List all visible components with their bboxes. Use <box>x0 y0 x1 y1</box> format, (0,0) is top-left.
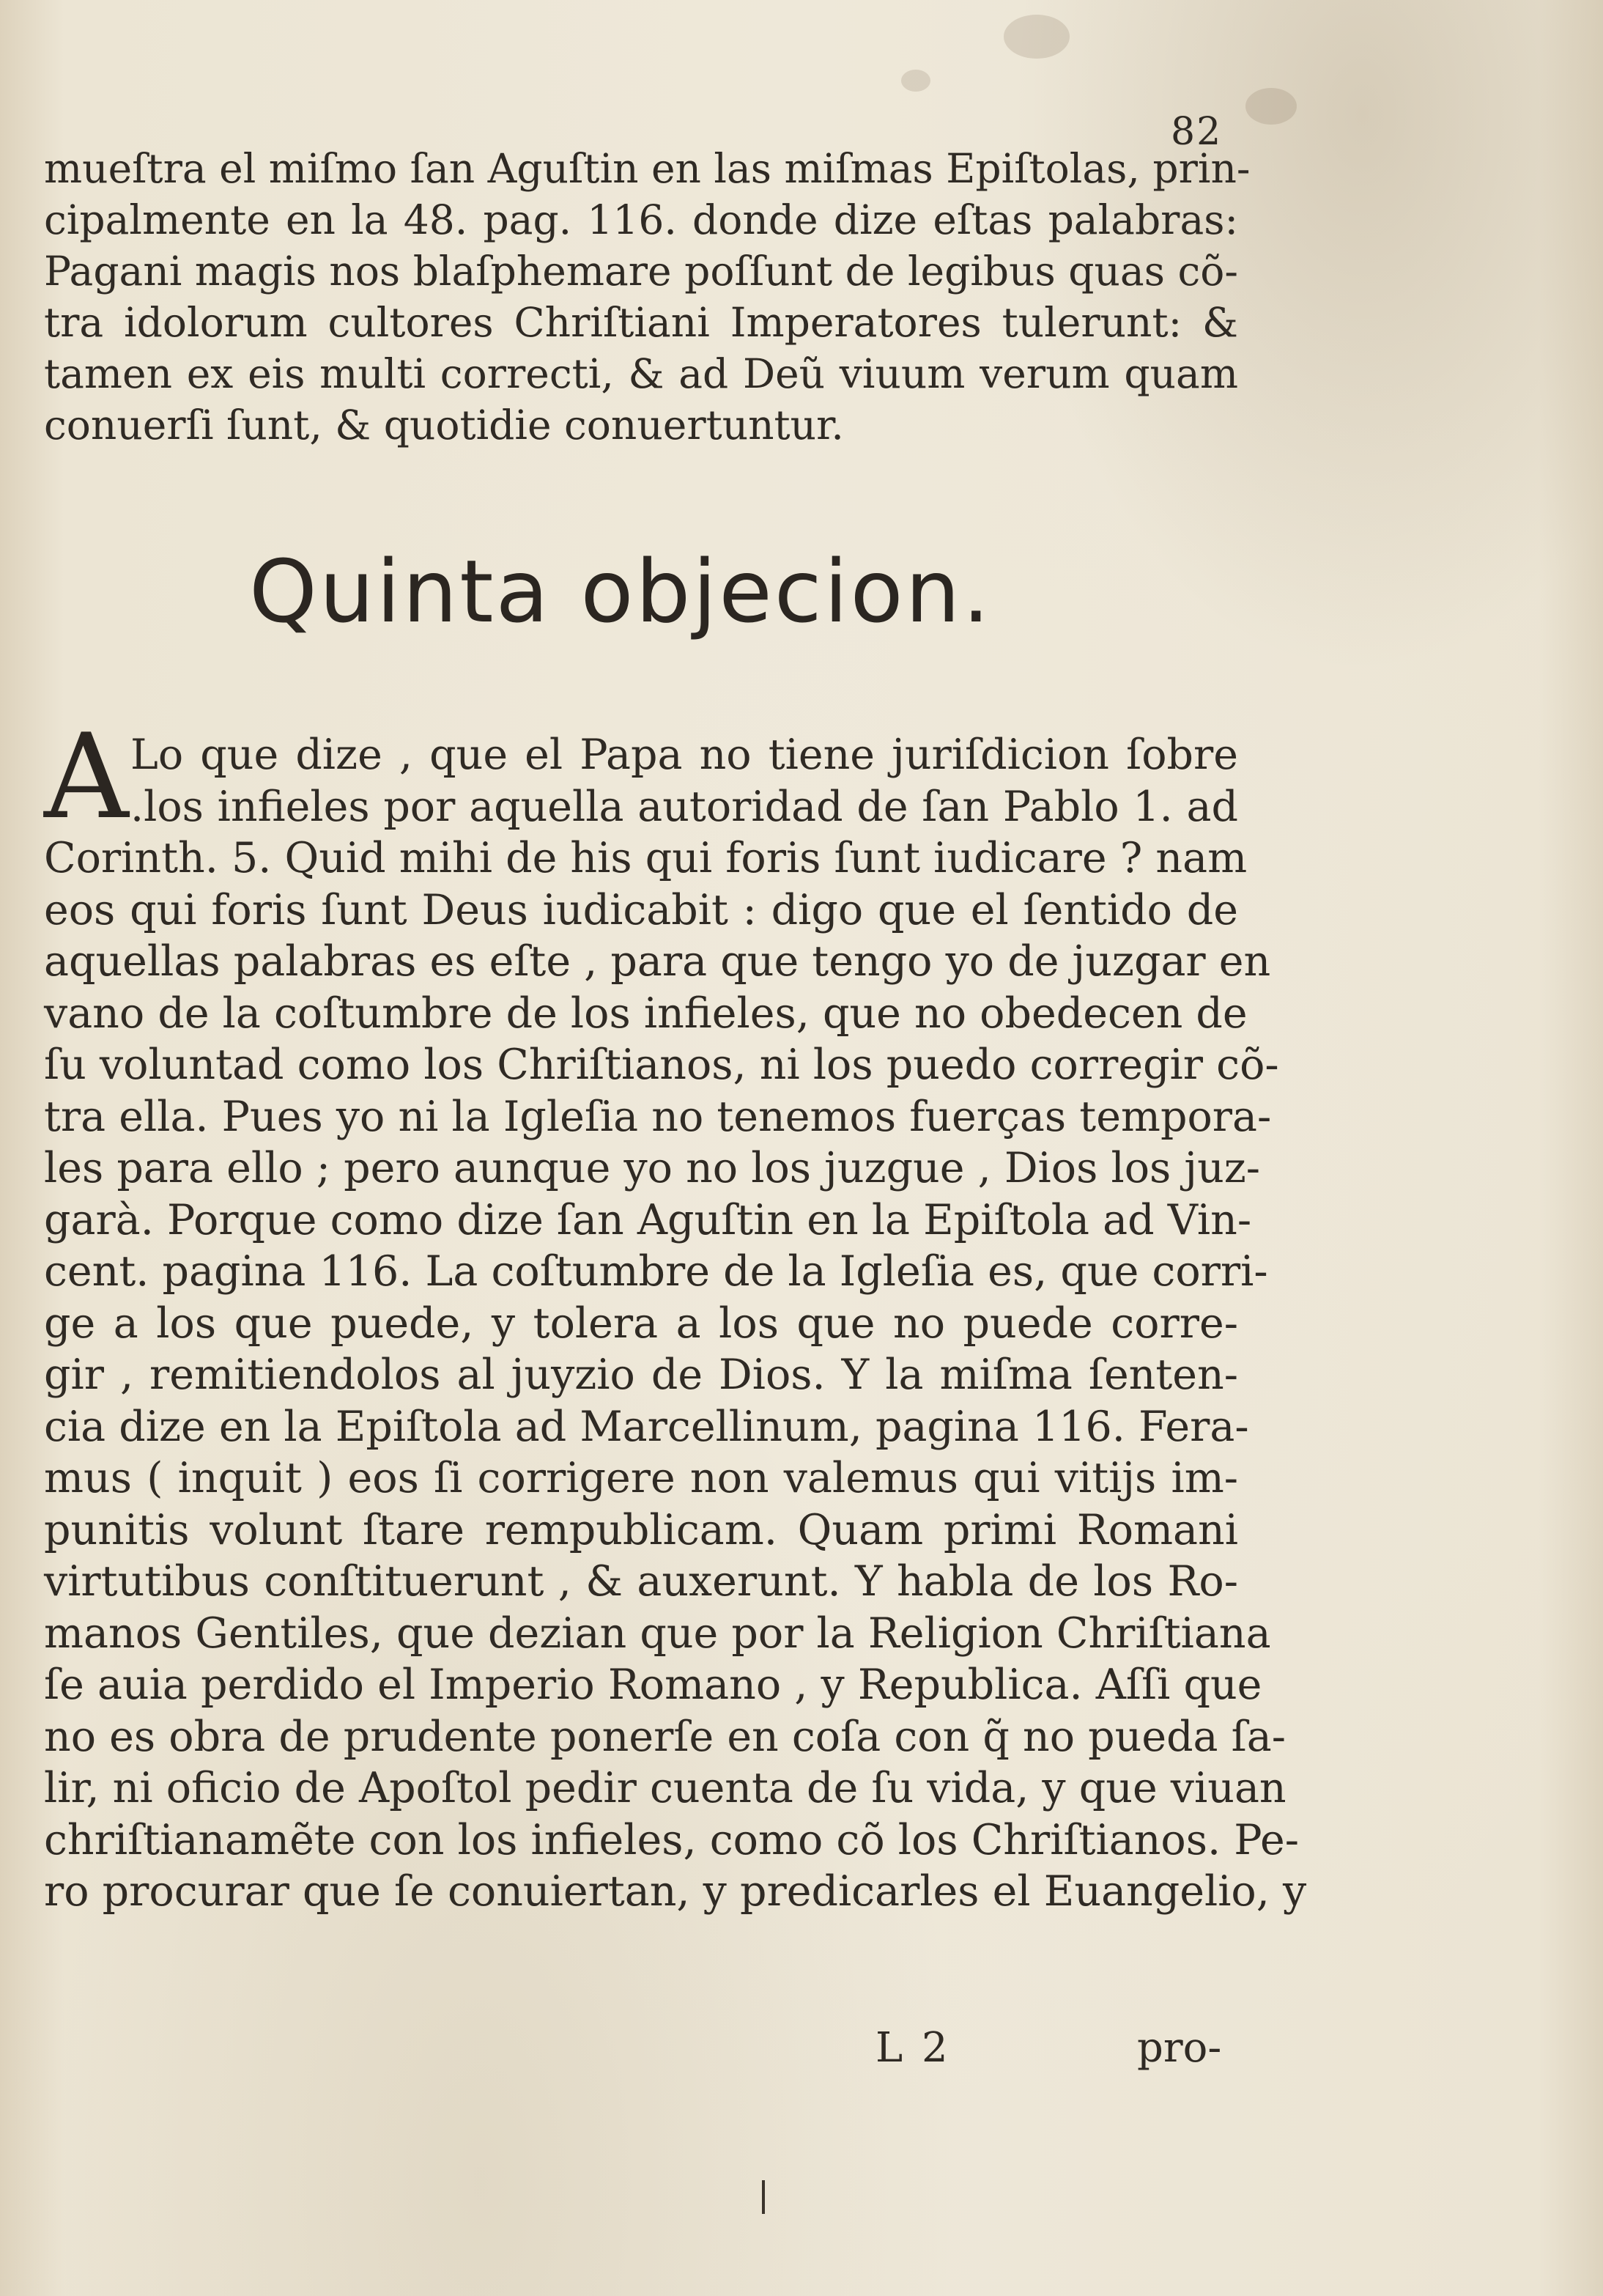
text-line: chriſtianamẽte con los infieles, como cõ los Chriſtianos. Pe- <box>44 1815 1300 1864</box>
previous-paragraph <box>44 143 1251 451</box>
text-line: tra ella. Pues yo ni la Igleſia no tenemos fuerças tempora- <box>44 1092 1272 1141</box>
drop-capital: A <box>44 708 129 845</box>
text-line: mus ( inquit ) eos ſi corrigere non valemus qui vitijs im- <box>44 1454 1238 1502</box>
text-line: Lo que dize , que el Papa no tiene juriſdicion ſobre <box>130 731 1238 779</box>
text-line: cipalmente en la 48. pag. 116. donde dize eſtas palabras: <box>44 196 1238 243</box>
text-line: tamen ex eis multi correcti, & ad Deũ viuum verum quam <box>44 350 1238 397</box>
text-line: ſe auia perdido el Imperio Romano , y Republica. Aſſi que <box>44 1661 1262 1709</box>
text-line: ſu voluntad como los Chriſtianos, ni los puedo corregir cõ- <box>44 1041 1279 1089</box>
stain-spot <box>1004 15 1070 59</box>
text-line: cia dize en la Epiſtola ad Marcellinum, pagina 116. Fera- <box>44 1402 1249 1451</box>
text-line: cent. pagina 116. La coſtumbre de la Igleſia es, que corri- <box>44 1247 1268 1296</box>
text-line: aquellas palabras es eſte , para que tengo yo de juzgar en <box>44 937 1271 986</box>
text-line: manos Gentiles, que dezian que por la Religion Chriſtiana <box>44 1609 1271 1658</box>
text-line: ge a los que puede, y tolera a los que no puede corre- <box>44 1299 1238 1348</box>
text-line: vano de la coſtumbre de los infieles, que no obedecen de <box>44 989 1248 1038</box>
text-line: mueſtra el miſmo ſan Aguſtin en las miſmas Epiſtolas, prin- <box>44 145 1251 192</box>
text-line: garà. Porque como dize ſan Aguſtin en la Epiſtola ad Vin- <box>44 1195 1252 1244</box>
text-line: no es obra de prudente ponerſe en coſa con q̃ no pueda ſa- <box>44 1712 1286 1761</box>
text-line: ro procurar que ſe conuiertan, y predicarles el Euangelio, y <box>44 1867 1307 1916</box>
stain-spot <box>1245 88 1297 125</box>
ink-mark <box>762 2180 765 2214</box>
text-line: tra idolorum cultores Chriſtiani Imperatores tulerunt: & <box>44 299 1238 346</box>
page-number: 82 <box>1171 110 1223 154</box>
body-paragraph <box>44 729 1307 1918</box>
section-heading: Quinta objecion. <box>249 541 992 642</box>
text-line: conuerſi ſunt, & quotidie conuertuntur. <box>44 402 844 449</box>
signature-mark: L 2 <box>875 2024 951 2072</box>
text-line: virtutibus conſtituerunt , & auxerunt. Y habla de los Ro- <box>44 1557 1238 1606</box>
stain-spot <box>901 70 930 92</box>
text-line: Pagani magis nos blaſphemare poſſunt de legibus quas cõ- <box>44 248 1238 295</box>
text-line: gir , remitiendolos al juyzio de Dios. Y la miſma ſenten- <box>44 1351 1238 1399</box>
catchword: pro- <box>1137 2024 1222 2072</box>
text-line: les para ello ; pero aunque yo no los juzgue , Dios los juz- <box>44 1144 1261 1192</box>
text-line: .los infieles por aquella autoridad de ſan Pablo 1. ad <box>130 782 1238 831</box>
text-line: eos qui foris ſunt Deus iudicabit : digo que el ſentido de <box>44 885 1238 934</box>
text-line: Corinth. 5. Quid mihi de his qui foris ſunt iudicare ? nam <box>44 834 1248 882</box>
text-line: punitis volunt ſtare rempublicam. Quam primi Romani <box>44 1505 1238 1554</box>
text-line: lir, ni oficio de Apoſtol pedir cuenta de ſu vida, y que viuan <box>44 1764 1287 1812</box>
